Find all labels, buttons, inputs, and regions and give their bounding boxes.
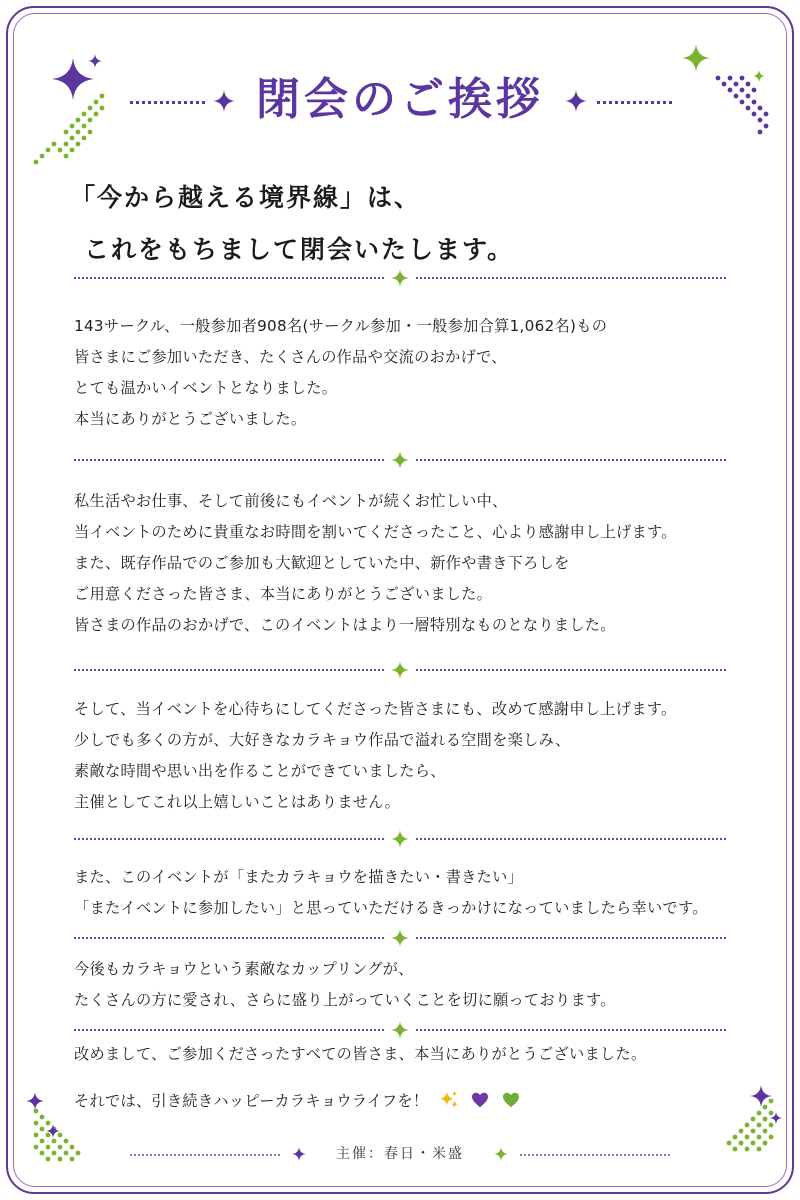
separator [74,928,726,948]
paragraph-line: そして、当イベントを心待ちにしてくださった皆さまにも、改めて感謝申し上げます。 [74,700,677,718]
paragraph-line: 素敵な時間や思い出を作ることができていましたら、 [74,762,446,780]
paragraph-attendees [74,694,754,818]
page-title: 閉会のご挨拶 [256,74,544,125]
separator [74,1020,726,1040]
footer-line-right [520,1154,670,1156]
paragraph-line: ご用意くださった皆さま、本当にありがとうございました。 [74,585,493,603]
bottom-left-small-sparkle-icon [46,1124,60,1138]
separator [74,450,726,470]
green-sparkle-icon [391,1020,409,1040]
paragraph-line: とても温かいイベントとなりました。 [74,379,338,397]
headline [70,172,750,276]
paragraph-line: また、既存作品でのご参加も大歓迎としていた中、新作や書き下ろしを [74,554,570,572]
green-heart-icon [502,1092,520,1108]
paragraph-future [74,954,754,1016]
paragraph-line: 皆さまにご参加いただき、たくさんの作品や交流のおかげで、 [74,348,507,366]
paragraph-line: たくさんの方に愛され、さらに盛り上がっていくことを切に願っております。 [74,991,616,1009]
separator [74,660,726,680]
title-line-right [597,101,672,104]
bottom-left-sparkle-icon [26,1092,44,1110]
headline-line: 「今から越える境界線」は、 [70,183,422,212]
paragraph-line: 143サークル、一般参加者908名(サークル参加・一般参加合算1,062名)もの [74,317,608,335]
paragraph-line: 今後もカラキョウという素敵なカップリングが、 [74,960,414,978]
paragraph-line: また、このイベントが「またカラキョウを描きたい・書きたい」 [74,868,524,886]
title-sparkle-right-icon [565,90,587,112]
paragraph-line: 少しでも多くの方が、大好きなカラキョウ作品で溢れる空間を楽しみ、 [74,731,571,749]
paragraph-circles [74,486,754,641]
paragraph-hope [74,862,754,924]
footer [0,1142,800,1166]
green-sparkle-icon [391,829,409,849]
paragraph-closing [74,1039,754,1117]
paragraph-line: 主催としてこれ以上嬉しいことはありません。 [74,793,401,811]
paragraph-line: 私生活やお仕事、そして前後にもイベントが続くお忙しい中、 [74,492,508,510]
bottom-right-small-sparkle-icon [770,1112,782,1124]
footer-sparkle-right-icon [494,1147,508,1161]
paragraph-line: 皆さまの作品のおかげで、このイベントはより一層特別なものとなりました。 [74,616,616,634]
title-row [0,70,800,140]
separator [74,829,726,849]
green-sparkle-icon [391,450,409,470]
sparkle-icon [440,1091,458,1109]
organizer-credit: 主催：春日・米盛 [336,1146,464,1162]
paragraph-thanks [74,311,754,435]
green-sparkle-icon [391,928,409,948]
headline-line: これをもちまして閉会いたします。 [84,235,515,264]
closing-text: それでは、引き続きハッピーカラキョウライフを！ [74,1092,429,1110]
small-sparkle-icon [88,54,102,68]
green-sparkle-icon [391,660,409,680]
separator [74,268,726,288]
paragraph-line: 本当にありがとうございました。 [74,410,307,428]
paragraph-line: 当イベントのために貴重なお時間を割いてくださったこと、心より感謝申し上げます。 [74,523,677,541]
paragraph-line: 改めまして、ご参加くださったすべての皆さま、本当にありがとうございました。 [74,1045,647,1063]
green-sparkle-icon [391,268,409,288]
purple-heart-icon [471,1092,489,1108]
green-sparkle-icon [682,44,710,72]
paragraph-line: 「またイベントに参加したい」と思っていただけるきっかけになっていましたら幸いです。 [74,899,708,917]
closing-line [74,1086,754,1117]
